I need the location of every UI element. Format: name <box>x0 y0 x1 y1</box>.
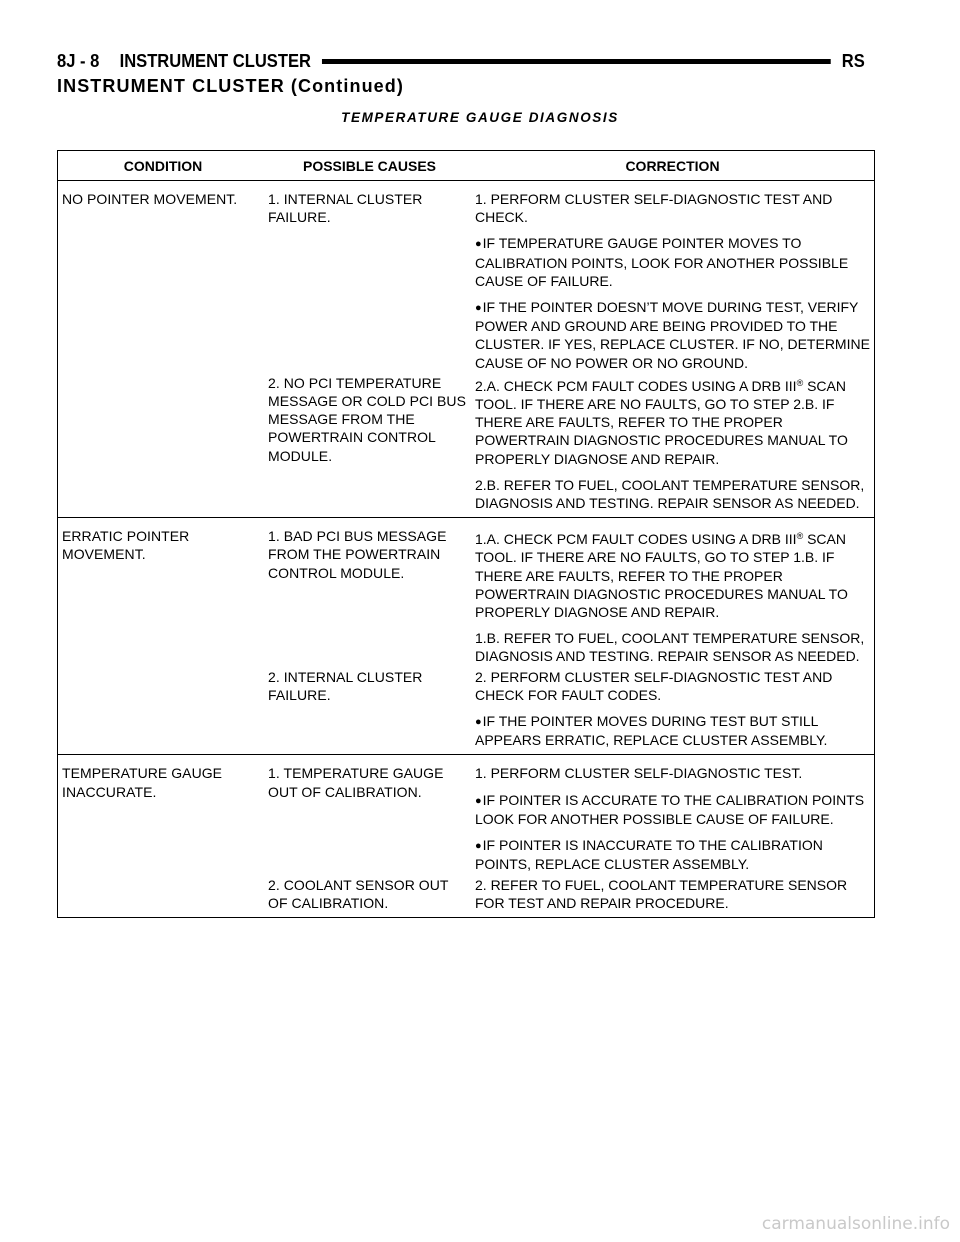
header-rule <box>322 59 831 64</box>
correction-text: IF POINTER IS ACCURATE TO THE CALIBRATION POINTS LOOK FOR ANOTHER POSSIBLE CAUSE OF FAILURE. <box>475 791 865 827</box>
condition-cell: ERRATIC POINTER MOVEMENT. <box>62 528 190 563</box>
cause-correction-pair <box>264 668 872 752</box>
possible-cause-cell: 2. NO PCI TEMPERATURE MESSAGE OR COLD PCI BUS MESSAGE FROM THE POWERTRAIN CONTROL MODULE. <box>268 374 466 464</box>
correction-text: 1.A. CHECK PCM FAULT CODES USING A DRB III <box>475 531 797 548</box>
column-header-possible-causes: POSSIBLE CAUSES <box>302 157 437 174</box>
correction-paragraph <box>475 374 870 468</box>
possible-cause-cell: 1. TEMPERATURE GAUGE OUT OF CALIBRATION. <box>268 765 444 800</box>
correction-text-continued: SCAN TOOL. IF THERE ARE NO FAULTS, GO TO STEP 1.B. IF THERE ARE FAULTS, REFER TO THE PROPER POWERTRAIN DIAGNOSTIC PROCEDURES MANUAL TO PROPERLY DIAGNOSE AND REPAIR. <box>475 531 848 621</box>
correction-paragraph <box>475 791 870 828</box>
correction-paragraph <box>475 668 870 704</box>
correction-paragraph <box>475 476 870 512</box>
causes-group <box>264 764 872 913</box>
correction-paragraph <box>475 876 870 912</box>
table-caption: TEMPERATURE GAUGE DIAGNOSIS <box>341 110 619 125</box>
correction-paragraph <box>475 764 870 782</box>
causes-group <box>264 527 872 751</box>
table-header-row <box>58 151 874 181</box>
watermark: carmanualsonline.info <box>761 1214 950 1234</box>
diagnosis-table <box>57 150 875 918</box>
correction-cell <box>471 527 872 667</box>
correction-cell <box>471 668 872 752</box>
cause-correction-pair <box>264 374 872 514</box>
correction-paragraph <box>475 629 870 665</box>
correction-cell <box>471 374 872 514</box>
correction-paragraph <box>475 234 870 290</box>
cause-correction-pair <box>264 190 872 374</box>
correction-cell <box>471 190 872 374</box>
header-section-title: INSTRUMENT CLUSTER <box>119 50 311 71</box>
correction-text: IF TEMPERATURE GAUGE POINTER MOVES TO CALIBRATION POINTS, LOOK FOR ANOTHER POSSIBLE CAUSE OF FAILURE. <box>475 235 849 289</box>
correction-text-continued: SCAN TOOL. IF THERE ARE NO FAULTS, GO TO STEP 2.B. IF THERE ARE FAULTS, REFER TO THE PROPER POWERTRAIN DIAGNOSTIC PROCEDURES MANUAL TO PROPERLY DIAGNOSE AND REPAIR. <box>475 377 848 467</box>
bullet-icon: ● <box>475 794 482 807</box>
bullet-icon: ● <box>475 238 482 251</box>
possible-cause-cell: 2. INTERNAL CLUSTER FAILURE. <box>268 668 423 703</box>
column-header-condition: CONDITION <box>123 157 203 174</box>
possible-cause-cell: 2. COOLANT SENSOR OUT OF CALIBRATION. <box>268 876 449 911</box>
bullet-icon: ● <box>475 840 482 853</box>
possible-cause-cell: 1. INTERNAL CLUSTER FAILURE. <box>268 191 423 226</box>
possible-cause-cell: 1. BAD PCI BUS MESSAGE FROM THE POWERTRAIN CONTROL MODULE. <box>268 528 447 581</box>
causes-group <box>264 190 872 514</box>
correction-text: 2. REFER TO FUEL, COOLANT TEMPERATURE SENSOR FOR TEST AND REPAIR PROCEDURE. <box>475 876 848 911</box>
correction-paragraph <box>475 836 870 873</box>
table-row <box>58 755 874 916</box>
cause-correction-pair <box>264 876 872 914</box>
correction-paragraph <box>475 298 870 372</box>
registered-mark: ® <box>796 531 804 542</box>
header-model-code: RS <box>841 50 865 71</box>
section-title: INSTRUMENT CLUSTER (Continued) <box>57 76 404 96</box>
correction-text: 1.B. REFER TO FUEL, COOLANT TEMPERATURE SENSOR, DIAGNOSIS AND TESTING. REPAIR SENSOR AS NEEDED. <box>475 630 865 665</box>
page-number: 8J - 8 <box>57 50 100 71</box>
table-row <box>58 518 874 755</box>
cause-correction-pair <box>264 764 872 875</box>
condition-cell: NO POINTER MOVEMENT. <box>62 191 238 207</box>
correction-text: 1. PERFORM CLUSTER SELF-DIAGNOSTIC TEST AND CHECK. <box>475 191 833 226</box>
correction-paragraph <box>475 712 870 749</box>
correction-text: 2. PERFORM CLUSTER SELF-DIAGNOSTIC TEST AND CHECK FOR FAULT CODES. <box>475 668 833 703</box>
page-header <box>57 50 865 72</box>
bullet-icon: ● <box>475 716 482 729</box>
correction-text: 2.B. REFER TO FUEL, COOLANT TEMPERATURE SENSOR, DIAGNOSIS AND TESTING. REPAIR SENSOR AS NEEDED. <box>475 476 865 512</box>
correction-paragraph <box>475 527 870 621</box>
correction-text: IF THE POINTER DOESN’T MOVE DURING TEST, VERIFY POWER AND GROUND ARE BEING PROVIDED TO THE CLUSTER. IF YES, REPLACE CLUSTER. IF NO, DETERMINE CAUSE OF NO POWER OR NO GROUND. <box>475 299 870 371</box>
correction-cell <box>471 764 872 875</box>
correction-text: 1. PERFORM CLUSTER SELF-DIAGNOSTIC TEST. <box>475 765 803 782</box>
column-header-correction: CORRECTION <box>625 157 720 174</box>
correction-paragraph <box>475 190 870 226</box>
registered-mark: ® <box>796 377 804 388</box>
bullet-icon: ● <box>475 302 482 315</box>
table-body <box>58 181 874 917</box>
cause-correction-pair <box>264 527 872 667</box>
correction-cell <box>471 876 872 914</box>
correction-text: 2.A. CHECK PCM FAULT CODES USING A DRB III <box>475 377 797 394</box>
correction-text: IF POINTER IS INACCURATE TO THE CALIBRATION POINTS, REPLACE CLUSTER ASSEMBLY. <box>475 837 823 873</box>
condition-cell: TEMPERATURE GAUGE INACCURATE. <box>62 765 223 800</box>
correction-text: IF THE POINTER MOVES DURING TEST BUT STILL APPEARS ERRATIC, REPLACE CLUSTER ASSEMBLY. <box>475 713 828 749</box>
table-row <box>58 181 874 518</box>
